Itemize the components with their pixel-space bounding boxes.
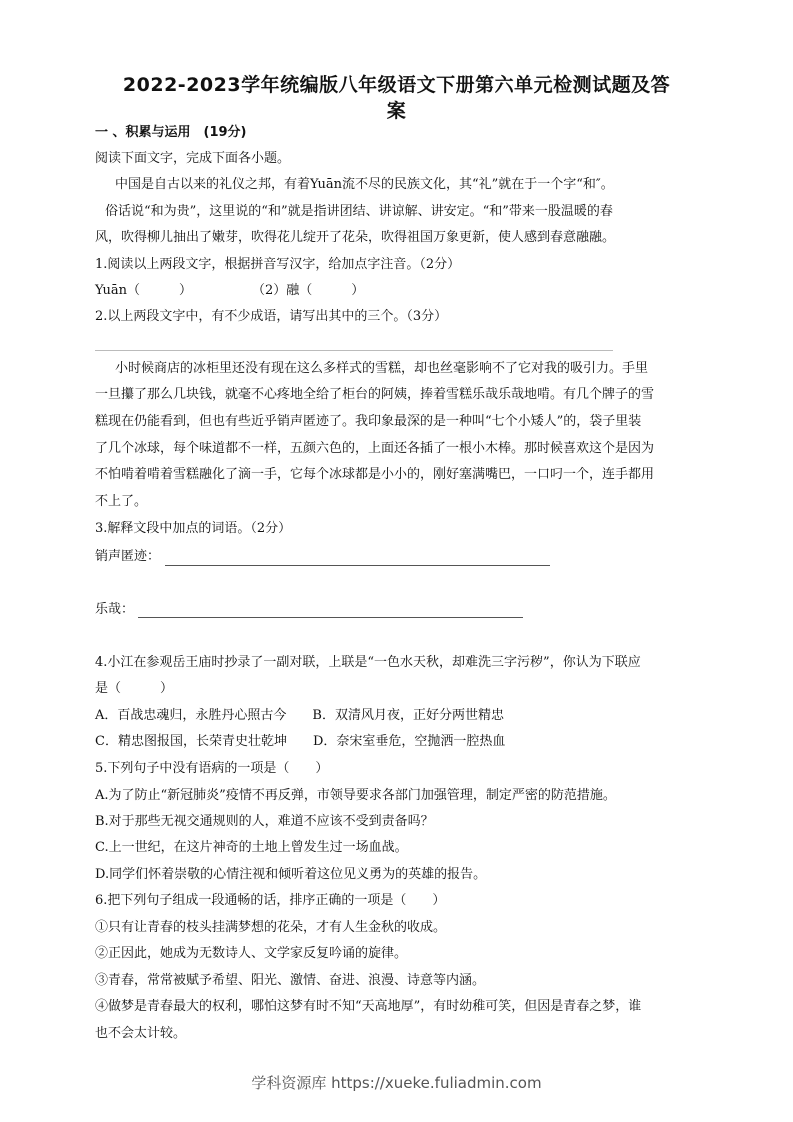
question-6-sentence-3: ③青春，常常被赋予希望、阳光、激情、奋进、浪漫、诗意等内涵。 bbox=[95, 973, 486, 988]
question-3: 3.解释文段中加点的词语。（2分） bbox=[95, 521, 292, 536]
paragraph-3-line-2: 一旦攥了那么几块钱，就毫不心疼地全给了柜台的阿姨，捧着雪糕乐哉乐哉地啃。有几个牌子的雪 bbox=[95, 387, 655, 402]
question-4-line-1: 4.小江在参观岳王庙时抄录了一副对联，上联是“一色水天秋，却难洗三字污秽”，你认为下联应 bbox=[95, 655, 641, 670]
title-line-1: 2022-2023学年统编版八年级语文下册第六单元检测试题及答 bbox=[122, 74, 671, 96]
question-1-answers bbox=[95, 282, 705, 300]
question-2: 2.以上两段文字中，有不少成语，请写出其中的三个。（3分） bbox=[95, 309, 448, 324]
question-4-line-2: 是（ ） bbox=[95, 681, 174, 696]
question-6-sentence-1: ①只有让青春的枝头挂满梦想的花朵，才有人生金秋的收成。 bbox=[95, 920, 447, 935]
label-xiaosheng: 销声匿迹： bbox=[95, 549, 161, 564]
paragraph-3-line-3: 糕现在仍能看到，但也有些近乎销声匿迹了。我印象最深的是一种叫“七个小矮人”的，袋子里装 bbox=[95, 414, 642, 429]
paragraph-2-line-1: 俗话说“和为贵”，这里说的“和”就是指讲团结、讲谅解、讲安定。“和”带来一股温暖的春 bbox=[105, 204, 613, 219]
blank-xiaosheng[interactable] bbox=[165, 565, 550, 566]
title-line-2: 案 bbox=[386, 100, 407, 122]
question-6: 6.把下列句子组成一段通畅的话，排序正确的一项是（ ） bbox=[95, 893, 446, 908]
paragraph-3-line-5: 不怕啃着啃着雪糕融化了滴一手，它每个冰球都是小小的，刚好塞满嘴巴，一口叼一个，连手都用 bbox=[95, 467, 655, 482]
paragraph-3-line-4: 了几个冰球，每个味道都不一样，五颜六色的，上面还各插了一根小木棒。那时候喜欢这个是因为 bbox=[95, 441, 655, 456]
paragraph-3-line-6: 不上了。 bbox=[95, 494, 148, 509]
question-6-sentence-2: ②正因此，她成为无数诗人、文学家反复吟诵的旋律。 bbox=[95, 946, 408, 961]
footer-watermark: 学科资源库 https://xueke.fuliadmin.com bbox=[251, 1074, 542, 1092]
question-5: 5.下列句子中没有语病的一项是（ ） bbox=[95, 761, 329, 776]
paragraph-3-line-1: 小时候商店的冰柜里还没有现在这么多样式的雪糕，却也丝毫影响不了它对我的吸引力。手里 bbox=[115, 361, 649, 376]
paragraph-1: 中国是自古以来的礼仪之邦，有着Yuān流不尽的民族文化，其“礼”就在于一个字“和″。 bbox=[115, 177, 614, 192]
section-heading: 一 、积累与运用 (19分) bbox=[95, 125, 247, 140]
question-1: 1.阅读以上两段文字，根据拼音写汉字，给加点字注音。（2分） bbox=[95, 257, 461, 272]
question-6-sentence-4-line-1: ④做梦是青春最大的权利，哪怕这梦有时不知“天高地厚”，有时幼稚可笑，但因是青春之梦，谁 bbox=[95, 999, 642, 1014]
document-title bbox=[80, 72, 713, 124]
blank-lezai[interactable] bbox=[138, 617, 523, 618]
answer-yuan: Yuān（ ） bbox=[95, 283, 192, 298]
question-5-option-a: A.为了防止“新冠肺炎”疫情不再反弹，市领导要求各部门加强管理，制定严密的防范措施。 bbox=[95, 788, 616, 803]
answer-rong: （2）融（ ） bbox=[251, 283, 365, 298]
question-5-option-c: C.上一世纪，在这片神奇的土地上曾发生过一场血战。 bbox=[95, 840, 408, 855]
answer-line bbox=[95, 350, 613, 351]
paragraph-2-line-2: 风，吹得柳儿抽出了嫩芽，吹得花儿绽开了花朵，吹得祖国万象更新，使人感到春意融融。 bbox=[95, 230, 616, 245]
label-lezai: 乐哉： bbox=[95, 602, 135, 617]
question-5-option-b: B.对于那些无视交通规则的人，难道不应该不受到责备吗？ bbox=[95, 814, 434, 829]
question-6-sentence-4-line-2: 也不会太计较。 bbox=[95, 1026, 187, 1041]
instruction-text: 阅读下面文字，完成下面各小题。 bbox=[95, 151, 291, 166]
question-4-options-ab: A．百战忠魂归，永胜丹心照古今 B．双清风月夜，正好分两世精忠 bbox=[95, 708, 504, 723]
question-4-options-cd: C．精忠图报国，长荣青史壮乾坤 D．奈宋室垂危，空抛洒一腔热血 bbox=[95, 734, 506, 749]
question-5-option-d: D.同学们怀着崇敬的心情注视和倾听着这位见义勇为的英雄的报告。 bbox=[95, 867, 487, 882]
